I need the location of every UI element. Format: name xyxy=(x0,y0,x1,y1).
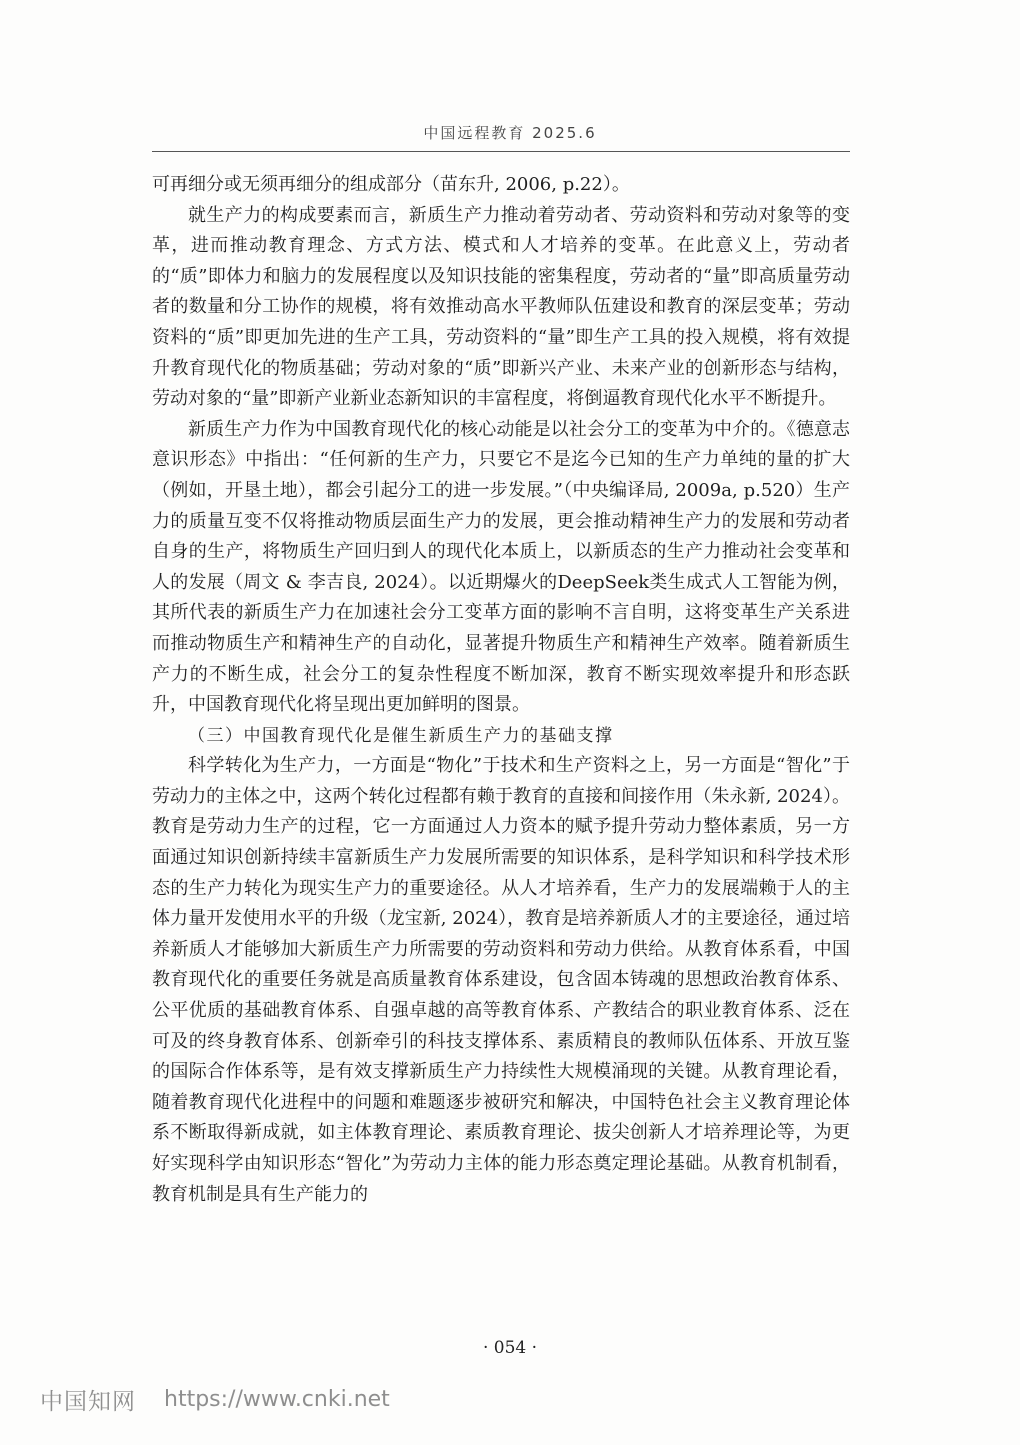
running-head: 中国远程教育 2025.6 xyxy=(423,124,597,142)
paragraph-continued: 可再细分或无须再细分的组成部分（苗东升, 2006, p.22）。 xyxy=(152,174,630,195)
watermark-name: 中国知网 xyxy=(40,1389,136,1415)
article-body xyxy=(152,170,850,1210)
header-rule xyxy=(152,151,850,152)
paragraph: 新质生产力作为中国教育现代化的核心动能是以社会分工的变革为中介的。《德意志意识形态》中指出：“任何新的生产力，只要它不是迄今已知的生产力单纯的量的扩大（例如，开垦土地），都会引起分工的进一步发展。”（中央编译局, 2009a, p.520）生产力的质量互变不仅将推动物质层面生产力的发展，更会推动精神生产力的发展和劳动者自身的生产，将物质生产回归到人的现代化本质上，以新质态的生产力推动社会变革和人的发展（周文 & 李吉良, 2024）。以近期爆火的DeepSeek类生成式人工智能为例，其所代表的新质生产力在加速社会分工变革方面的影响不言自明，这将变革生产关系进而推动物质生产和精神生产的自动化，显著提升物质生产和精神生产效率。随着新质生产力的不断生成，社会分工的复杂性程度不断加深，教育不断实现效率提升和形态跃升，中国教育现代化将呈现出更加鲜明的图景。 xyxy=(152,418,850,716)
paragraph: 科学转化为生产力，一方面是“物化”于技术和生产资料之上，另一方面是“智化”于劳动力的主体之中，这两个转化过程都有赖于教育的直接和间接作用（朱永新, 2024）。教育是劳动力生产的过程，它一方面通过人力资本的赋予提升劳动力整体素质，另一方面通过知识创新持续丰富新质生产力发展所需要的知识体系，是科学知识和科学技术形态的生产力转化为现实生产力的重要途径。从人才培养看，生产力的发展端赖于人的主体力量开发使用水平的升级（龙宝新, 2024），教育是培养新质人才的主要途径，通过培养新质人才能够加大新质生产力所需要的劳动资料和劳动力供给。从教育体系看，中国教育现代化的重要任务就是高质量教育体系建设，包含固本铸魂的思想政治教育体系、公平优质的基础教育体系、自强卓越的高等教育体系、产教结合的职业教育体系、泛在可及的终身教育体系、创新牵引的科技支撑体系、素质精良的教师队伍体系、开放互鉴的国际合作体系等，是有效支撑新质生产力持续性大规模涌现的关键。从教育理论看，随着教育现代化进程中的问题和难题逐步被研究和解决，中国特色社会主义教育理论体系不断取得新成就，如主体教育理论、素质教育理论、拔尖创新人才培养理论等，为更好实现科学由知识形态“智化”为劳动力主体的能力形态奠定理论基础。从教育机制看，教育机制是具有生产能力的 xyxy=(152,755,850,1205)
paragraph: 就生产力的构成要素而言，新质生产力推动着劳动者、劳动资料和劳动对象等的变革，进而推动教育理念、方式方法、模式和人才培养的变革。在此意义上，劳动者的“质”即体力和脑力的发展程度以及知识技能的密集程度，劳动者的“量”即高质量劳动者的数量和分工协作的规模，将有效推动高水平教师队伍建设和教育的深层变革；劳动资料的“质”即更加先进的生产工具，劳动资料的“量”即生产工具的投入规模，将有效提升教育现代化的物质基础；劳动对象的“质”即新兴产业、未来产业的创新形态与结构，劳动对象的“量”即新产业新业态新知识的丰富程度，将倒逼教育现代化水平不断提升。 xyxy=(152,204,850,410)
section-subheading: （三）中国教育现代化是催生新质生产力的基础支撑 xyxy=(188,725,614,746)
watermark-url: https://www.cnki.net xyxy=(164,1387,390,1412)
cnki-watermark xyxy=(40,1383,390,1416)
page-number: · 054 · xyxy=(482,1338,538,1358)
